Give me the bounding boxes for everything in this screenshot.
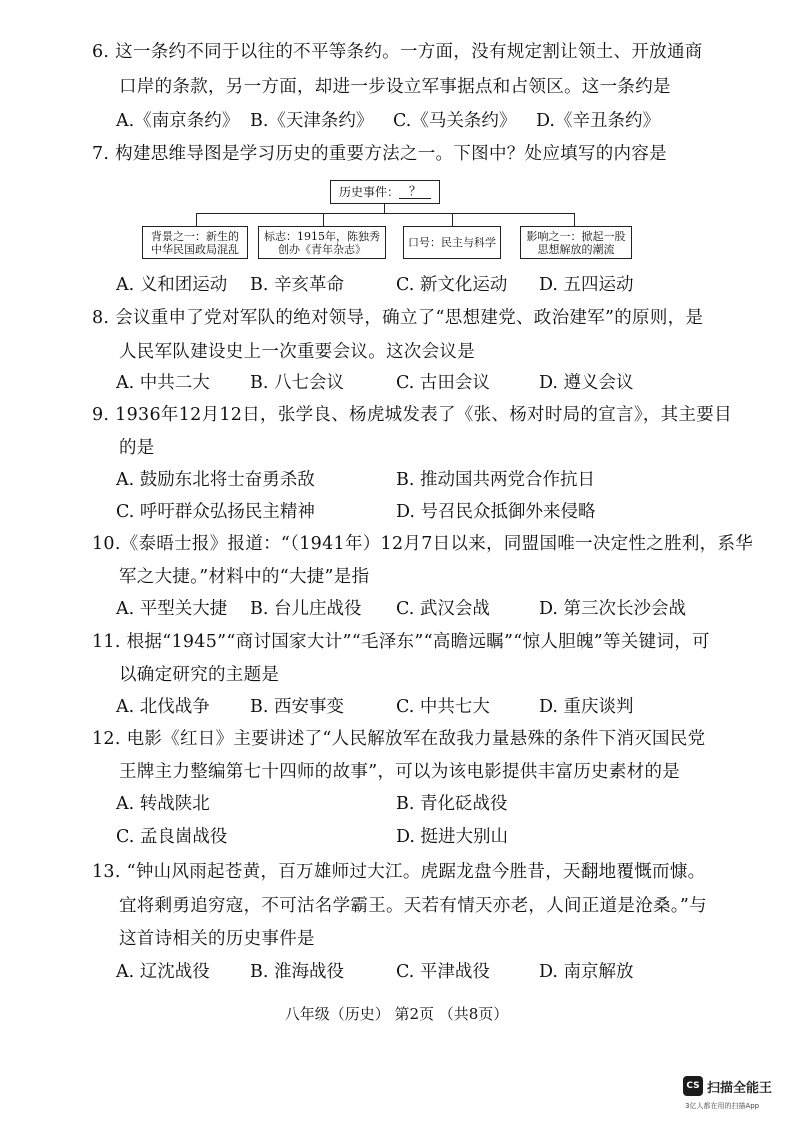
mind-map-connector-stem [384,204,385,213]
watermark-subtitle: 3亿人都在用的扫描App [685,1102,760,1110]
q10-stem-line1: 10.《泰晤士报》报道：“（1941年）12月7日以来，同盟国唯一决定性之胜利，系华 [92,534,754,554]
q10-option-d: D. 第三次长沙会战 [539,599,687,619]
q6-option-c: C.《马关条约》 [393,111,517,131]
q12-stem-line1: 12. 电影《红日》主要讲述了“人民解放军在敌我力量悬殊的条件下消灭国民党 [92,729,706,749]
q12-option-c: C. 孟良崮战役 [116,827,228,847]
camscanner-logo-icon: CS [683,1076,703,1096]
q11-option-a: A. 北伐战争 [116,697,210,717]
mind-map-root-label: 历史事件： [338,184,399,199]
mind-map-connector-1 [196,213,197,226]
branch-4-line2: 思想解放的潮流 [537,242,615,256]
q6-option-b: B.《天津条约》 [250,111,374,131]
branch-4-line1: 影响之一：掀起一股 [526,229,626,243]
q8-option-d: D. 遵义会议 [539,373,634,393]
q9-option-a: A. 鼓励东北将士奋勇杀敌 [116,470,315,490]
branch-2-line1: 标志：1915年，陈独秀 [264,229,380,243]
q7-stem-line1: 7. 构建思维导图是学习历史的重要方法之一。下图中？处应填写的内容是 [92,144,667,164]
watermark-title: 扫描全能王 [707,1081,773,1096]
mind-map-connector-bar [196,213,574,214]
mind-map-root-blank: ？ [399,185,431,199]
q8-option-c: C. 古田会议 [396,373,490,393]
q11-stem-line1: 11. 根据“1945”“商讨国家大计”“毛泽东”“高瞻远瞩”“惊人胆魄”等关键词，可 [92,632,710,652]
mind-map-branch-background [142,226,248,259]
q7-option-c: C. 新文化运动 [396,275,508,295]
q11-stem-line2: 以确定研究的主题是 [119,665,280,685]
q11-option-b: B. 西安事变 [250,697,344,717]
q13-option-d: D. 南京解放 [539,962,634,982]
q7-option-b: B. 辛亥革命 [250,275,344,295]
q13-option-a: A. 辽沈战役 [116,962,210,982]
q8-option-b: B. 八七会议 [250,373,344,393]
q12-stem-line2: 王牌主力整编第七十四师的故事”，可以为该电影提供丰富历史素材的是 [119,762,681,782]
branch-3-line1: 口号：民主与科学 [408,236,496,249]
q13-stem-line3: 这首诗相关的历史事件是 [119,929,315,949]
branch-1-line1: 背景之一：新生的 [151,229,239,243]
q9-option-d: D. 号召民众抵御外来侵略 [396,502,596,522]
page-footer: 八年级（历史） 第2页 （共8页） [284,1005,509,1023]
mind-map-branch-impact [520,226,632,259]
mind-map-connector-4 [574,213,575,226]
mind-map-branch-slogan [403,226,501,259]
q8-stem-line1: 8. 会议重申了党对军队的绝对领导，确立了“思想建党、政治建军”的原则，是 [92,308,704,328]
q9-stem-line1: 9. 1936年12月12日，张学良、杨虎城发表了《张、杨对时局的宣言》，其主要目 [92,405,732,425]
q6-option-a: A.《南京条约》 [116,111,240,131]
q9-option-b: B. 推动国共两党合作抗日 [396,470,595,490]
mind-map-connector-3 [452,213,453,226]
q9-stem-line2: 的是 [119,438,155,458]
scanner-watermark [683,1075,788,1115]
q8-option-a: A. 中共二大 [116,373,210,393]
q6-stem-line2: 口岸的条款，另一方面，却进一步设立军事据点和占领区。这一条约是 [119,77,671,97]
q7-option-d: D. 五四运动 [539,275,634,295]
q12-option-a: A. 转战陕北 [116,794,210,814]
q13-stem-line1: 13. “钟山风雨起苍黄，百万雄师过大江。虎踞龙盘今胜昔，天翻地覆慨而慷。 [92,862,706,882]
q6-stem-line1: 6. 这一条约不同于以往的不平等条约。一方面，没有规定割让领土、开放通商 [92,42,703,62]
q10-stem-line2: 军之大捷。”材料中的“大捷”是指 [119,567,370,587]
q8-stem-line2: 人民军队建设史上一次重要会议。这次会议是 [119,342,475,362]
mind-map-root [330,180,440,204]
q10-option-a: A. 平型关大捷 [116,599,228,619]
q13-stem-line2: 宜将剩勇追穷寇，不可沽名学霸王。天若有情天亦老，人间正道是沧桑。”与 [119,896,707,916]
mind-map-connector-2 [323,213,324,226]
q7-option-a: A. 义和团运动 [116,275,228,295]
q11-option-d: D. 重庆谈判 [539,697,634,717]
q12-option-b: B. 青化砭战役 [396,794,508,814]
q12-option-d: D. 挺进大别山 [396,827,509,847]
q6-option-d: D.《辛丑条约》 [536,111,660,131]
mind-map-branch-symbol [258,226,386,259]
q13-option-c: C. 平津战役 [396,962,490,982]
q10-option-c: C. 武汉会战 [396,599,490,619]
branch-2-line2: 创办《青年杂志》 [278,242,366,256]
q13-option-b: B. 淮海战役 [250,962,344,982]
q10-option-b: B. 台儿庄战役 [250,599,362,619]
q11-option-c: C. 中共七大 [396,697,490,717]
branch-1-line2: 中华民国政局混乱 [151,242,239,256]
q9-option-c: C. 呼吁群众弘扬民主精神 [116,502,315,522]
